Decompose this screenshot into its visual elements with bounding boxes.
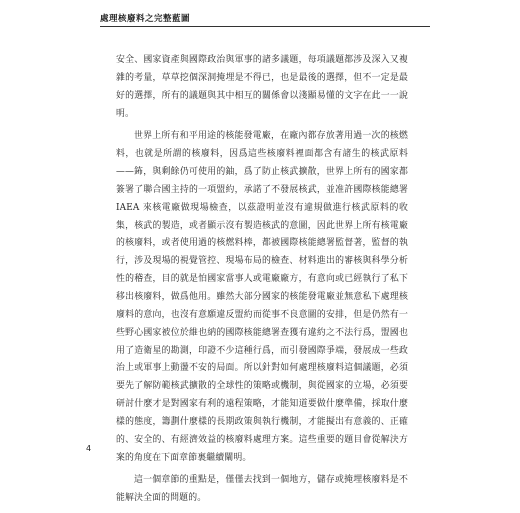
header-rule — [100, 26, 430, 27]
paragraph-2: 世界上所有和平用途的核能發電廠，在廠內都存放著用過一次的核燃料，也就是所謂的核廢料，因爲這些核廢料裡面都含有諸生的核武原料——鈽，與剩餘仍可使用的鈾，爲了防止核武擴散，世界上所有的國家都簽署了聯合國主持的一項盟約，承諾了不發展核武，並准許國際核能總署 IAEA 來核電廠做現場檢查，以茲證明並沒有違規做進行核武原料的收集，核武的製造，或者顯示沒有製造核武的意圖，因此世界上所有核電廠的核廢料，或者使用過的核燃料棒，都被國際核能總署監督著，監督的執行，涉及現場的視覺管控、現場布局的檢查、材料進出的審核與科學分析性的稽查，目的就是怕國家當事人或電廠廠方，有意向或已經執行了私下移出核廢料，做爲他用。雖然大部分國家的核能發電廠並無意私下處理核廢料的意向，也沒有意願違反盟約而從事不良意圖的安排，但是仍然有一些野心國家被位於維也納的國際核能總署查獲有違約之不法行爲，盟國也用了造衛星的勘測，印證不少這種行爲，而引發國際爭端，發展成一些政治上或軍事上動盪不安的局面。所以針對如何處理核廢料這個議題，必須要先了解防範核武擴散的全球性的策略或機制，與從國家的立場，必須要研討什麼才是對國家有利的遠程策略，才能知道要做什麼準備，採取什麼樣的態度，籌劃什麼樣的長期政策與執行機制，才能擬出有意義的、正確的、安全的、有經濟效益的核廢料處理方案。這些重要的題目會從解決方案的角度在下面章節裏繼續闡明。 — [116, 131, 408, 463]
body-text — [116, 52, 408, 513]
paragraph-3: 這一個章節的重點是，僅僅去找到一個地方，儲存或掩埋核廢料是不能解決全面的問題的。 — [116, 475, 408, 504]
running-header-title: 處理核廢料之完整藍圖 — [100, 14, 191, 24]
paragraph-1: 安全、國家資產與國際政治與軍事的諸多議題，每項議題都涉及深入又複雜的考量，草草挖個深洞掩埋是不得已，也是最後的選擇，但不一定是最好的選擇，所有的議題與其中相互的關係會以淺顯易懂的文字在此一一說明。 — [116, 55, 408, 119]
page-number: 4 — [86, 444, 92, 453]
